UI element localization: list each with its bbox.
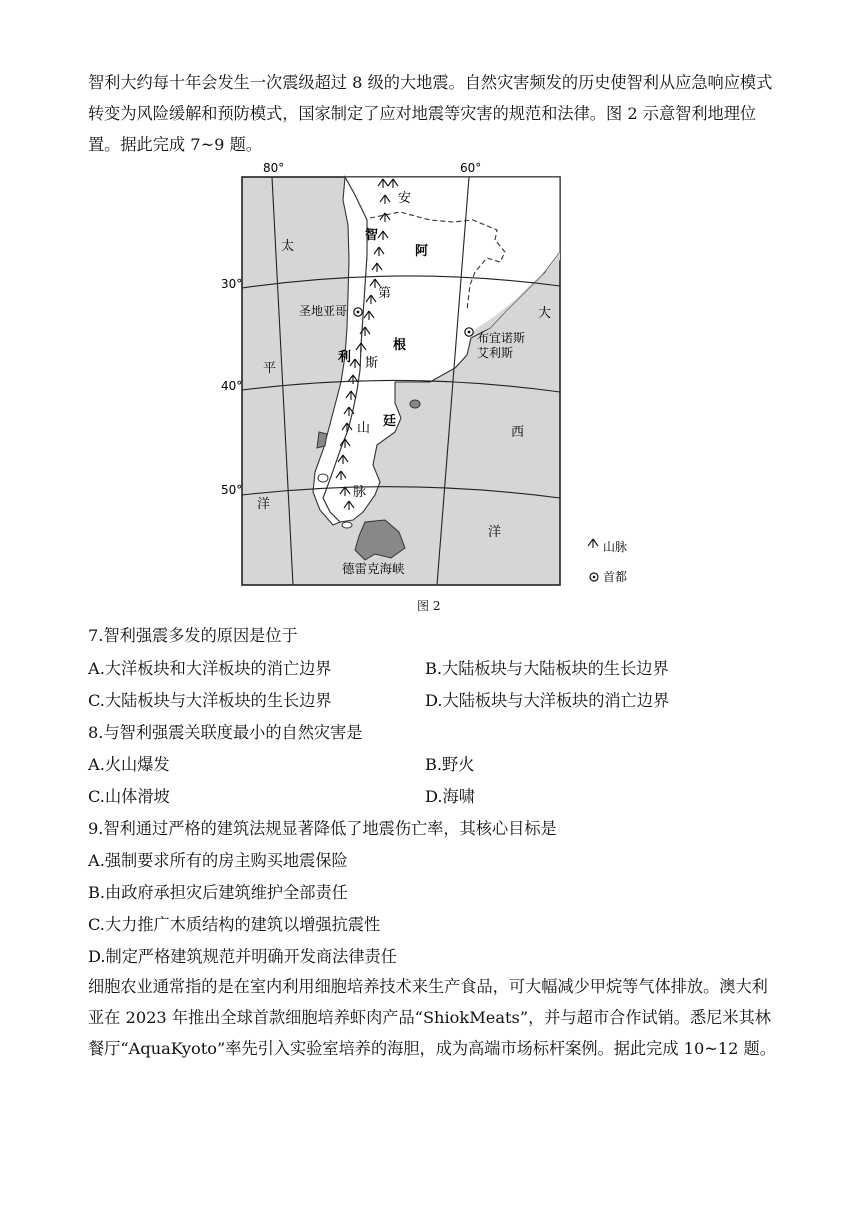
drake-passage-label: 德雷克海峡 bbox=[342, 561, 405, 576]
q8-stem: 8.与智利强震关联度最小的自然灾害是 bbox=[88, 723, 363, 742]
chile-map bbox=[205, 160, 685, 592]
map-figure bbox=[205, 160, 685, 592]
lat-label-30: 30° bbox=[221, 277, 243, 291]
andes-char-3: 斯 bbox=[365, 356, 379, 371]
chiloe-island bbox=[317, 432, 327, 448]
lat-label-50: 50° bbox=[221, 483, 243, 497]
chile-char-1: 智 bbox=[365, 228, 379, 243]
buenos-aires-label-1: 布宜诺斯 bbox=[477, 331, 526, 345]
atlantic-char-2: 西 bbox=[511, 425, 525, 440]
q8-option-b: B.野火 bbox=[425, 755, 475, 774]
lon-label-80: 80° bbox=[263, 161, 285, 175]
argentina-char-1: 阿 bbox=[415, 244, 429, 259]
andes-char-4: 山 bbox=[357, 421, 371, 436]
capital-buenos-aires-marker bbox=[465, 328, 473, 336]
atlantic-char-1: 大 bbox=[538, 306, 552, 321]
q7-option-c: C.大陆板块与大洋板块的生长边界 bbox=[88, 691, 332, 710]
q7-option-a: A.大洋板块和大洋板块的消亡边界 bbox=[88, 659, 332, 678]
q9-option-d: D.制定严格建筑规范并明确开发商法律责任 bbox=[88, 947, 397, 966]
andes-char-5: 脉 bbox=[353, 485, 367, 500]
q7-option-b: B.大陆板块与大陆板块的生长边界 bbox=[425, 659, 669, 678]
legend-mountain bbox=[588, 539, 627, 554]
intro-paragraph-cell-agriculture: 细胞农业通常指的是在室内利用细胞培养技术来生产食品，可大幅减少甲烷等气体排放。澳大利亚在 2023 年推出全球首款细胞培养虾肉产品“ShiokMeats”，并与超市合作试销。悉尼米其林餐厅“AquaKyoto”率先引入实验室培养的海胆，成为高端市场标杆案例。据此完成 10~12 题。 bbox=[88, 977, 776, 1058]
lat-label-40: 40° bbox=[221, 379, 243, 393]
pacific-char-3: 洋 bbox=[257, 497, 271, 512]
chile-char-2: 利 bbox=[338, 350, 352, 365]
q7-option-d: D.大陆板块与大洋板块的消亡边界 bbox=[425, 691, 670, 710]
q8-option-a: A.火山爆发 bbox=[88, 755, 170, 774]
legend-capital-label: 首都 bbox=[603, 570, 628, 584]
q9-option-a: A.强制要求所有的房主购买地震保险 bbox=[88, 851, 348, 870]
legend-capital bbox=[590, 569, 627, 584]
q7-stem: 7.智利强震多发的原因是位于 bbox=[88, 626, 298, 645]
capital-santiago-marker bbox=[354, 308, 362, 316]
argentina-char-2: 根 bbox=[393, 338, 407, 353]
santiago-label: 圣地亚哥 bbox=[299, 304, 348, 318]
andes-char-2: 第 bbox=[378, 286, 392, 301]
intro-paragraph-chile: 智利大约每十年会发生一次震级超过 8 级的大地震。自然灾害频发的历史使智利从应急响应模式转变为风险缓解和预防模式，国家制定了应对地震等灾害的规范和法律。图 2 示意智利地理位置。据此完成 7~9 题。 bbox=[88, 73, 773, 154]
q9-option-c: C.大力推广木质结构的建筑以增强抗震性 bbox=[88, 915, 381, 934]
pacific-char-1: 太 bbox=[281, 239, 295, 254]
argentina-char-3: 廷 bbox=[383, 414, 397, 429]
pacific-char-2: 平 bbox=[263, 361, 277, 376]
q8-option-d: D.海啸 bbox=[425, 787, 475, 806]
atlantic-char-3: 洋 bbox=[488, 525, 502, 540]
andes-char-1: 安 bbox=[398, 191, 412, 206]
legend-mountain-label: 山脉 bbox=[603, 540, 628, 554]
figure-caption: 图 2 bbox=[417, 599, 441, 613]
lon-label-60: 60° bbox=[460, 161, 482, 175]
q9-option-b: B.由政府承担灾后建筑维护全部责任 bbox=[88, 883, 348, 902]
buenos-aires-label-2: 艾利斯 bbox=[477, 346, 514, 360]
q8-option-c: C.山体滑坡 bbox=[88, 787, 170, 806]
q9-stem: 9.智利通过严格的建筑法规显著降低了地震伤亡率，其核心目标是 bbox=[88, 819, 557, 838]
